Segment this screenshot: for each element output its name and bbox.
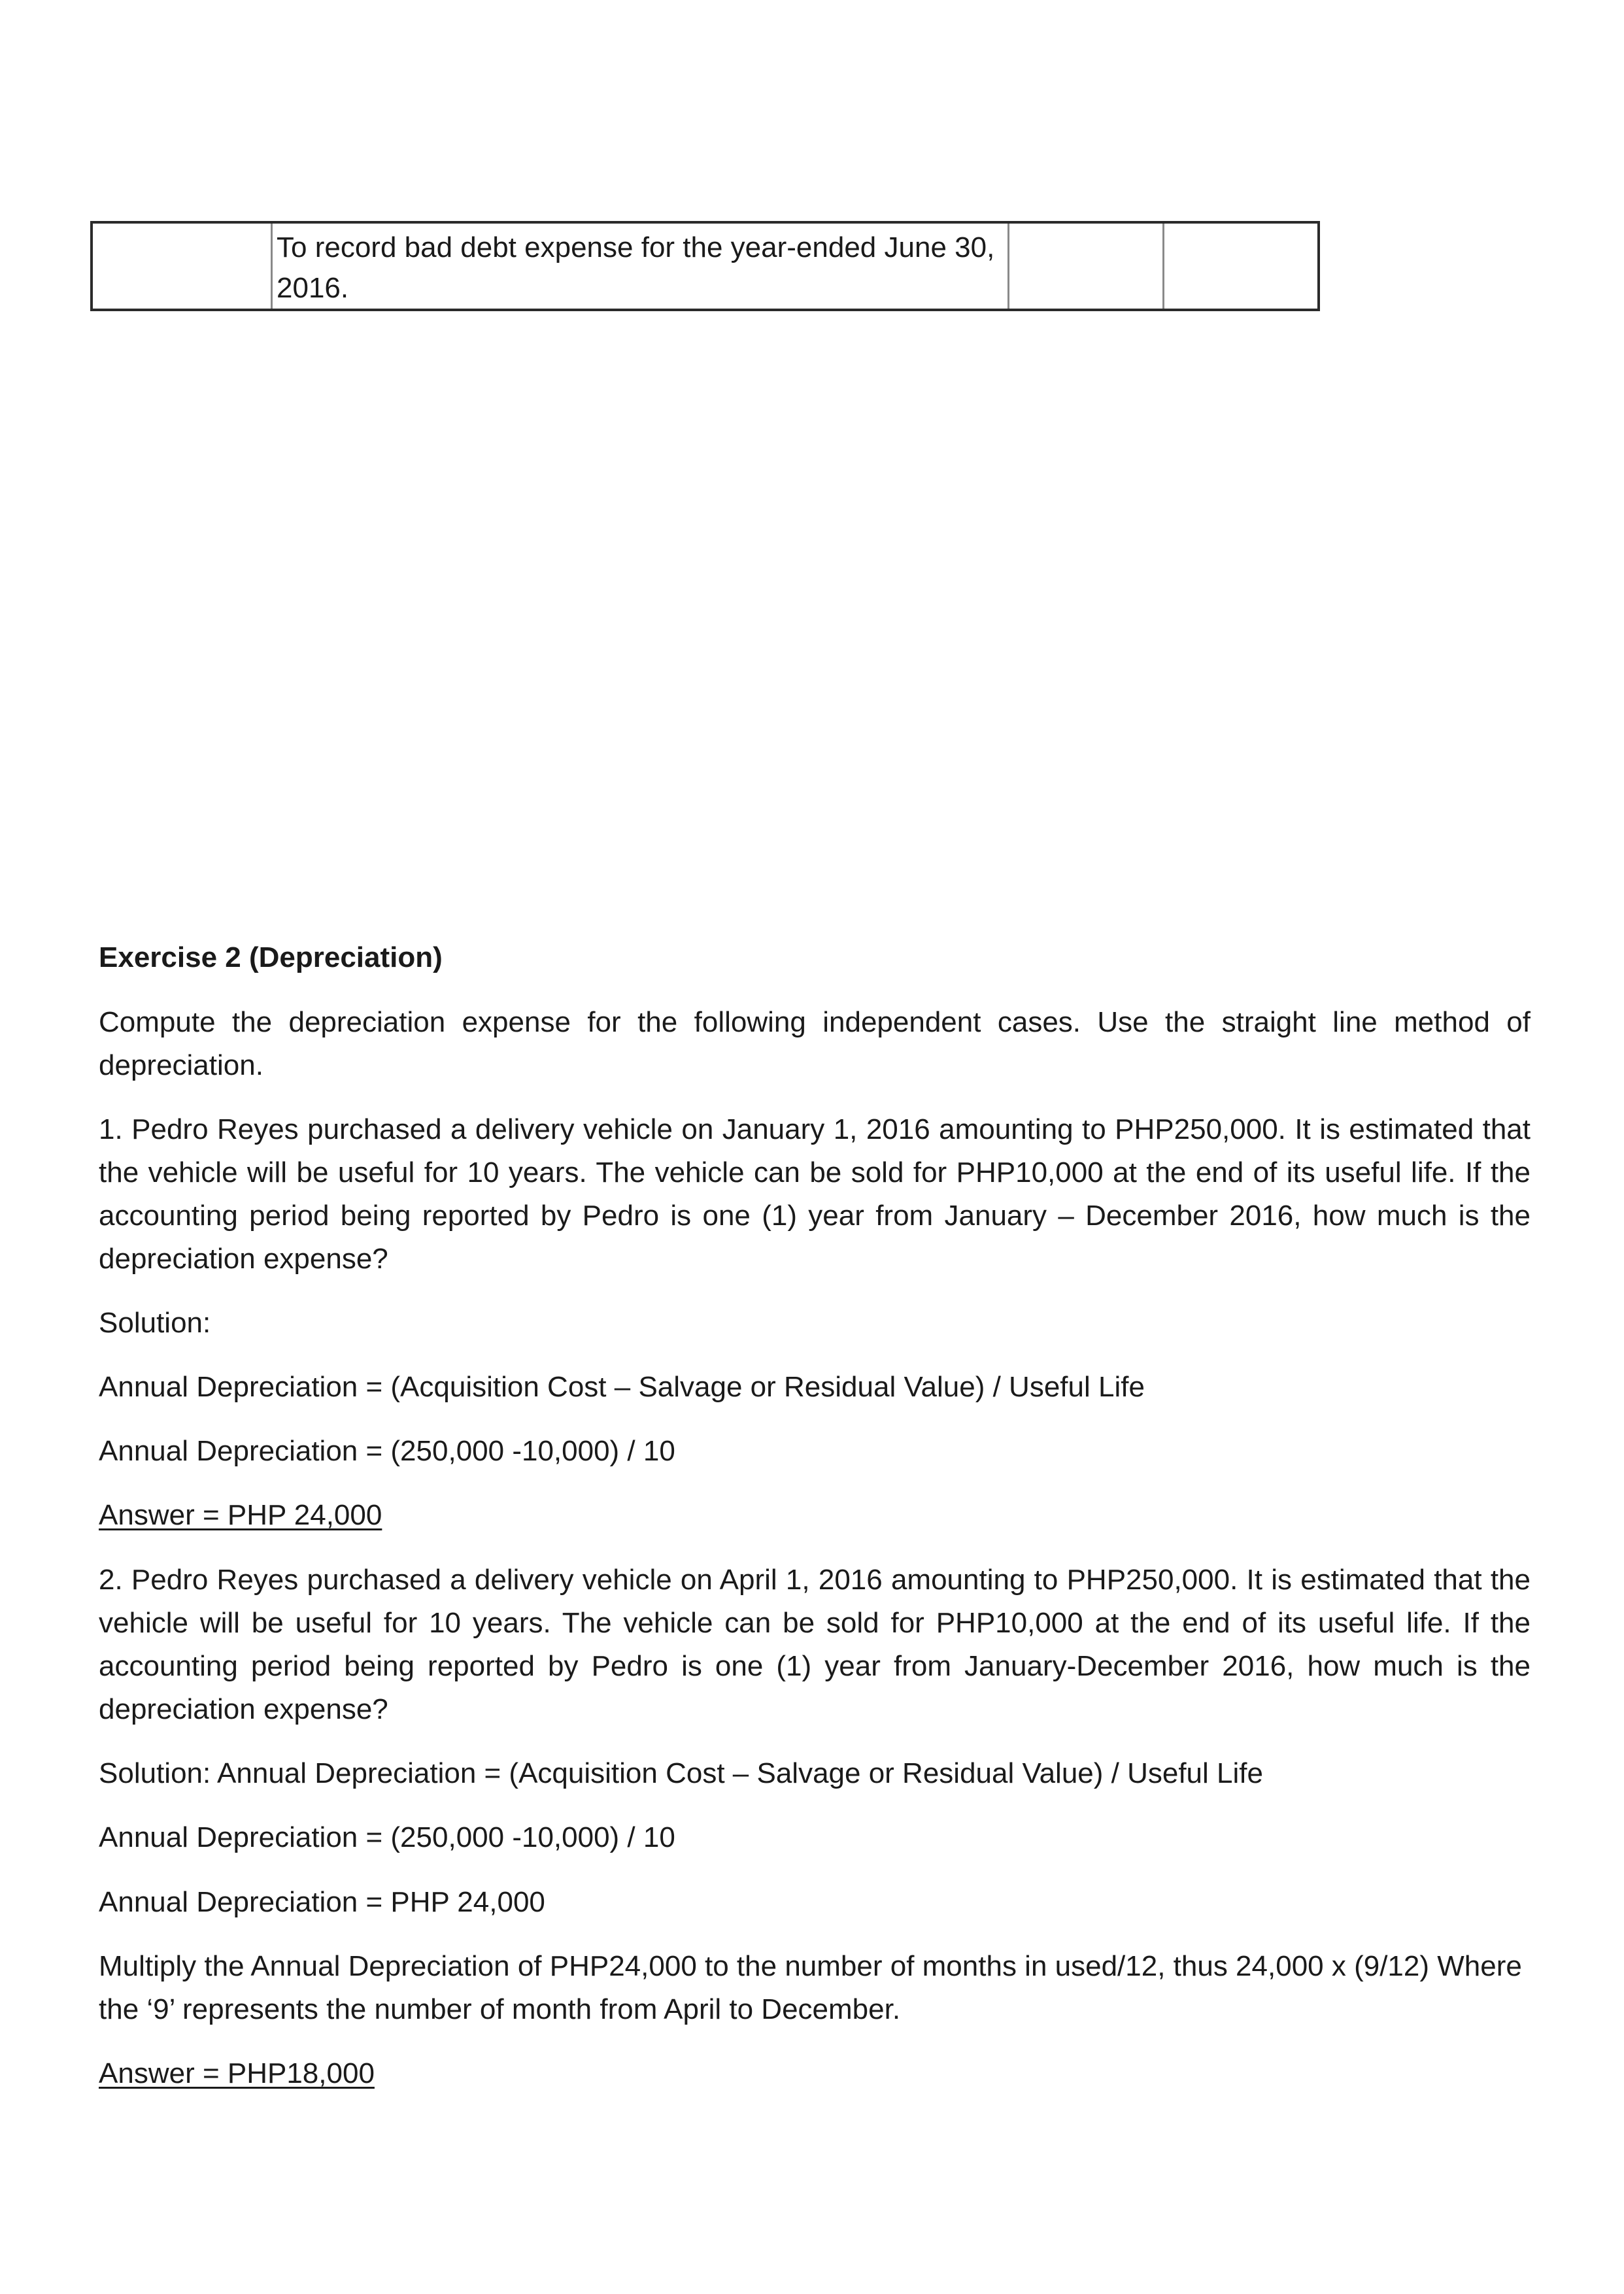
- table-row: [92, 222, 1319, 310]
- case2-answer: Answer = PHP18,000: [99, 2057, 375, 2089]
- case2-annual-result: Annual Depreciation = PHP 24,000: [99, 1886, 545, 1918]
- case2-solution-formula: Solution: Annual Depreciation = (Acquisition Cost – Salvage or Residual Value) / Useful Life: [99, 1757, 1263, 1789]
- case1-computation: Annual Depreciation = (250,000 -10,000) / 10: [99, 1435, 675, 1467]
- credit-cell: [1164, 222, 1319, 310]
- case1-problem: 1. Pedro Reyes purchased a delivery vehicle on January 1, 2016 amounting to PHP250,000. It is estimated that the vehicle will be useful for 10 years. The vehicle can be sold for PHP10,000 at the end of its useful life. If the accounting period being reported by Pedro is one (1) year from January – December 2016, how much is the depreciation expense?: [99, 1113, 1531, 1275]
- debit-cell: [1009, 222, 1164, 310]
- description-cell: To record bad debt expense for the year-ended June 30, 2016.: [272, 222, 1009, 310]
- case1-solution-label: Solution:: [99, 1307, 211, 1339]
- exercise-instructions: Compute the depreciation expense for the following independent cases. Use the straight line method of depreciation.: [99, 1006, 1531, 1081]
- case1-answer: Answer = PHP 24,000: [99, 1499, 382, 1531]
- exercise-heading: Exercise 2 (Depreciation): [99, 941, 443, 973]
- case2-explanation: Multiply the Annual Depreciation of PHP24,000 to the number of months in used/12, thus 24,000 x (9/12) Where the ‘9’ represents the number of month from April to December.: [99, 1950, 1522, 2025]
- journal-entry-table: [90, 221, 1320, 311]
- case2-problem: 2. Pedro Reyes purchased a delivery vehicle on April 1, 2016 amounting to PHP250,000. It is estimated that the vehicle will be useful for 10 years. The vehicle can be sold for PHP10,000 at the end of its useful life. If the accounting period being reported by Pedro is one (1) year from January-December 2016, how much is the depreciation expense?: [99, 1564, 1531, 1725]
- date-cell: [92, 222, 272, 310]
- case2-computation: Annual Depreciation = (250,000 -10,000) / 10: [99, 1821, 675, 1853]
- case1-formula: Annual Depreciation = (Acquisition Cost – Salvage or Residual Value) / Useful Life: [99, 1371, 1145, 1403]
